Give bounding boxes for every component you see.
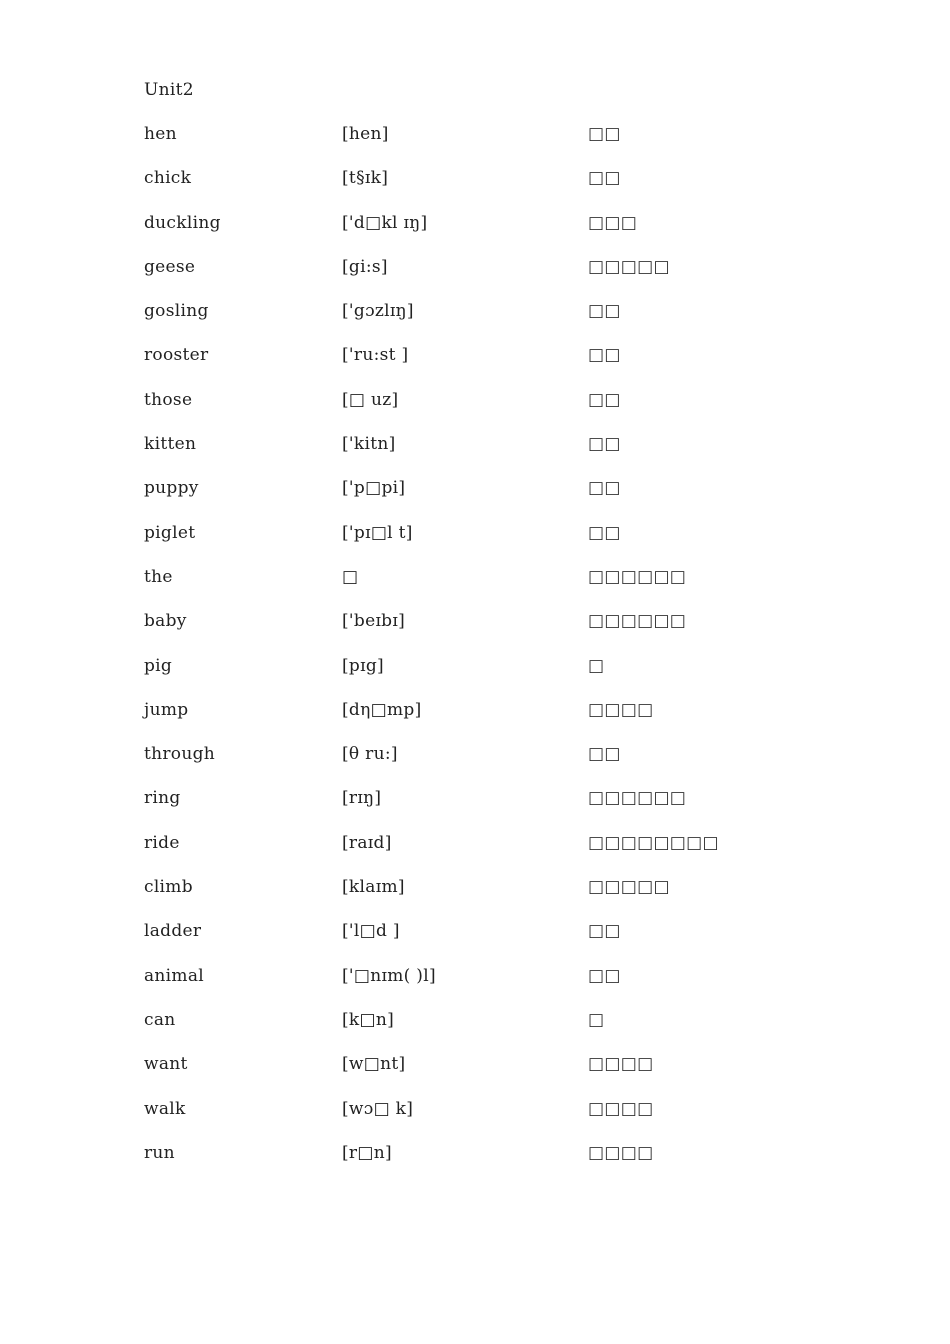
vocab-meaning: □□□□□□ [588,566,687,587]
vocab-word: the [144,566,173,587]
vocab-row [144,211,844,255]
vocab-meaning: □□□ [588,212,638,233]
vocab-word: those [144,389,193,410]
vocab-row [144,476,844,520]
vocab-row [144,786,844,830]
vocab-row [144,388,844,432]
vocab-meaning: □□□□□□□□ [588,832,719,853]
vocab-meaning: □□ [588,389,621,410]
vocab-meaning: □□□□ [588,1098,654,1119]
vocab-row [144,609,844,653]
vocab-row [144,343,844,387]
vocab-word: duckling [144,212,221,233]
vocab-phonetic: [k□n] [342,1009,395,1030]
vocab-row [144,742,844,786]
vocab-phonetic: [klaɪm] [342,877,405,898]
vocab-word: pig [144,655,173,676]
vocab-word: animal [144,965,205,986]
vocab-phonetic: [t§ɪk] [342,168,389,189]
vocab-meaning: □□ [588,124,621,144]
vocab-word: ride [144,832,180,853]
vocab-meaning: □□□□□ [588,256,670,277]
vocab-phonetic: ['kitn] [342,434,396,455]
vocab-word: can [144,1009,176,1030]
vocab-phonetic: [rɪŋ] [342,788,382,809]
vocab-word: geese [144,256,196,277]
vocab-word: piglet [144,522,196,543]
vocab-meaning: □□ [588,478,621,499]
vocab-phonetic: [r□n] [342,1142,392,1163]
vocab-row [144,964,844,1008]
vocab-phonetic: ['pɪ□l t] [342,522,413,543]
vocab-row [144,1097,844,1141]
vocab-row [144,831,844,875]
vocab-word: rooster [144,345,209,366]
vocab-phonetic: [wɔ□ k] [342,1098,414,1119]
vocab-word: puppy [144,478,199,499]
vocab-row [144,654,844,698]
vocab-word: want [144,1054,188,1075]
vocab-meaning: □□ [588,434,621,455]
vocab-meaning: □□□□□□ [588,611,687,632]
vocab-meaning: □ [588,655,605,676]
vocab-phonetic: ['d□kl ɪŋ] [342,212,428,233]
vocab-phonetic: ['l□d ] [342,921,400,942]
vocab-phonetic: ['ru:st ] [342,345,409,366]
vocab-word: hen [144,124,177,144]
vocab-phonetic: ['beɪbɪ] [342,611,406,632]
vocab-word: ladder [144,921,202,942]
vocab-row [144,432,844,476]
vocab-phonetic: [gi:s] [342,256,388,277]
vocab-word: gosling [144,301,209,322]
vocab-meaning: □□ [588,522,621,543]
vocab-row [144,299,844,343]
vocab-meaning: □□ [588,301,621,322]
unit-title: Unit2 [144,80,194,100]
vocab-meaning: □□ [588,744,621,765]
vocab-word: run [144,1142,175,1163]
vocab-phonetic: [pɪg] [342,655,384,676]
vocab-row [144,1141,844,1185]
vocab-phonetic: [raɪd] [342,832,392,853]
vocab-word: through [144,744,216,765]
vocab-meaning: □□ [588,921,621,942]
vocab-word: walk [144,1098,186,1119]
vocab-meaning: □□□□□ [588,877,670,898]
vocab-phonetic: [dη□mp] [342,699,422,720]
vocab-meaning: □ [588,1009,605,1030]
vocab-row [144,166,844,210]
vocab-word: chick [144,168,192,189]
vocab-row [144,1008,844,1052]
vocab-phonetic: [θ ru:] [342,744,398,765]
vocab-phonetic: [w□nt] [342,1054,406,1075]
vocab-row [144,255,844,299]
vocab-meaning: □□□□□□ [588,788,687,809]
vocab-phonetic: ['□nɪm( )l] [342,965,436,986]
vocab-row [144,698,844,742]
vocab-meaning: □□□□ [588,1142,654,1163]
vocab-row [144,1052,844,1096]
vocab-word: jump [144,699,189,720]
vocab-row [144,122,844,166]
vocab-word: climb [144,877,193,898]
vocab-phonetic: ['gɔzlɪŋ] [342,301,414,322]
vocab-row [144,919,844,963]
vocab-meaning: □□ [588,345,621,366]
vocab-meaning: □□□□ [588,1054,654,1075]
vocab-phonetic: [□ uz] [342,389,399,410]
vocab-meaning: □□□□ [588,699,654,720]
vocab-phonetic: [hen] [342,124,389,144]
vocab-row [144,875,844,919]
vocab-phonetic: ['p□pi] [342,478,406,499]
vocab-meaning: □□ [588,965,621,986]
vocab-row [144,521,844,565]
vocab-row [144,565,844,609]
vocabulary-list [144,122,844,1185]
vocab-word: kitten [144,434,197,455]
vocab-word: ring [144,788,181,809]
vocab-phonetic: □ [342,566,359,587]
vocab-meaning: □□ [588,168,621,189]
vocab-word: baby [144,611,187,632]
